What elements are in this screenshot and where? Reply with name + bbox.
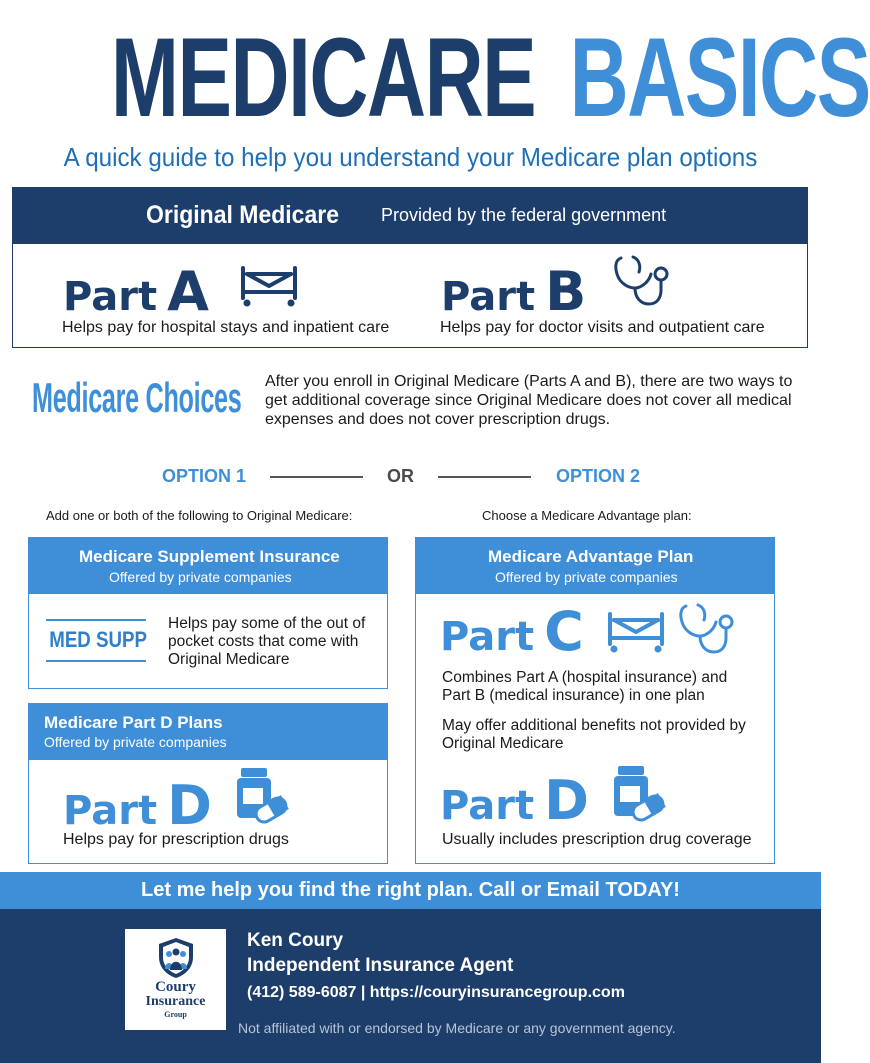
agent-contact: (412) 589-6087 | https://couryinsurancegroup.com (247, 984, 625, 1001)
hospital-bed-icon (606, 608, 666, 654)
pill-bottle-icon (235, 766, 287, 824)
agent-name: Ken Coury (247, 930, 344, 951)
title-basics: BASICS (569, 15, 870, 140)
footer (0, 909, 821, 1063)
logo-line-1: Coury (155, 979, 196, 995)
part-b-description: Helps pay for doctor visits and outpatient care (440, 319, 765, 336)
part-d-plans-word: Part (63, 788, 158, 834)
part-d-plans-header (29, 704, 387, 760)
shield-people-icon (156, 937, 196, 979)
logo-line-3: Group (164, 1010, 187, 1019)
option-1-label: OPTION 1 (162, 466, 247, 486)
part-d-plans-letter: D (167, 774, 212, 837)
part-d-plans-title: Medicare Part D Plans (44, 713, 223, 732)
supplement-description: Helps pay some of the out of pocket costs that come with Original Medicare (168, 615, 366, 668)
page-title (110, 15, 870, 140)
medicare-choices-title: Medicare Choices (32, 374, 242, 421)
part-a-word: Part (63, 274, 158, 320)
option-1-description: Add one or both of the following to Original Medicare: (46, 508, 353, 523)
advantage-card (415, 537, 775, 864)
stethoscope-icon (678, 602, 736, 658)
part-c-word: Part (440, 614, 535, 660)
advantage-description-2: May offer additional benefits not provided by Original Medicare (442, 717, 746, 752)
supplement-body (29, 594, 387, 688)
title-medicare: MEDICARE (110, 15, 536, 140)
part-a-letter: A (167, 260, 209, 323)
part-c-heading (440, 600, 584, 663)
page-subtitle: A quick guide to help you understand your Medicare plan options (63, 142, 758, 172)
med-supp-badge: MED SUPP (49, 627, 147, 652)
option-2-label: OPTION 2 (556, 466, 641, 486)
divider-left (270, 476, 363, 478)
advantage-subtitle: Offered by private companies (495, 569, 678, 585)
disclaimer: Not affiliated with or endorsed by Medicare or any government agency. (238, 1020, 676, 1036)
original-medicare-title: Original Medicare (146, 201, 340, 229)
original-medicare-header (13, 188, 807, 244)
agent-title: Independent Insurance Agent (247, 955, 514, 976)
medicare-choices-text: After you enroll in Original Medicare (Parts A and B), there are two ways to get additional coverage since Original Medicare does not cover all medical expenses and does not cover prescription drugs. (265, 373, 793, 428)
supplement-title: Medicare Supplement Insurance (79, 547, 340, 566)
supplement-card (28, 537, 388, 689)
advantage-part-d-heading (440, 769, 589, 832)
part-d-plans-heading (63, 774, 212, 837)
call-to-action-banner: Let me help you find the right plan. Call or Email TODAY! (0, 872, 821, 909)
stethoscope-icon (613, 254, 671, 310)
part-a-heading (63, 260, 209, 323)
or-label: OR (387, 466, 414, 486)
advantage-description-3: Usually includes prescription drug coverage (442, 831, 752, 848)
advantage-description-1: Combines Part A (hospital insurance) and Part B (medical insurance) in one plan (442, 669, 728, 704)
logo-line-2: Insurance (145, 994, 206, 1009)
option-2-description: Choose a Medicare Advantage plan: (482, 508, 692, 523)
med-supp-line-bottom (46, 660, 146, 662)
part-c-letter: C (544, 600, 584, 663)
part-d-plans-card (28, 703, 388, 864)
part-b-word: Part (441, 274, 536, 320)
pill-bottle-icon (612, 764, 664, 822)
hospital-bed-icon (239, 262, 299, 308)
part-b-heading (441, 260, 586, 323)
part-d-plans-description: Helps pay for prescription drugs (63, 831, 289, 848)
divider-right (438, 476, 531, 478)
advantage-header (416, 538, 774, 594)
med-supp-line-top (46, 619, 146, 621)
original-medicare-subtitle: Provided by the federal government (381, 205, 667, 225)
part-d-plans-subtitle: Offered by private companies (44, 734, 227, 750)
part-b-letter: B (545, 260, 587, 323)
advantage-part-d-letter: D (544, 769, 589, 832)
supplement-header (29, 538, 387, 594)
advantage-part-d-word: Part (440, 783, 535, 829)
part-a-description: Helps pay for hospital stays and inpatient care (62, 319, 390, 336)
advantage-title: Medicare Advantage Plan (488, 547, 694, 566)
supplement-subtitle: Offered by private companies (109, 569, 292, 585)
original-medicare-section (12, 187, 808, 348)
company-logo (125, 929, 226, 1030)
